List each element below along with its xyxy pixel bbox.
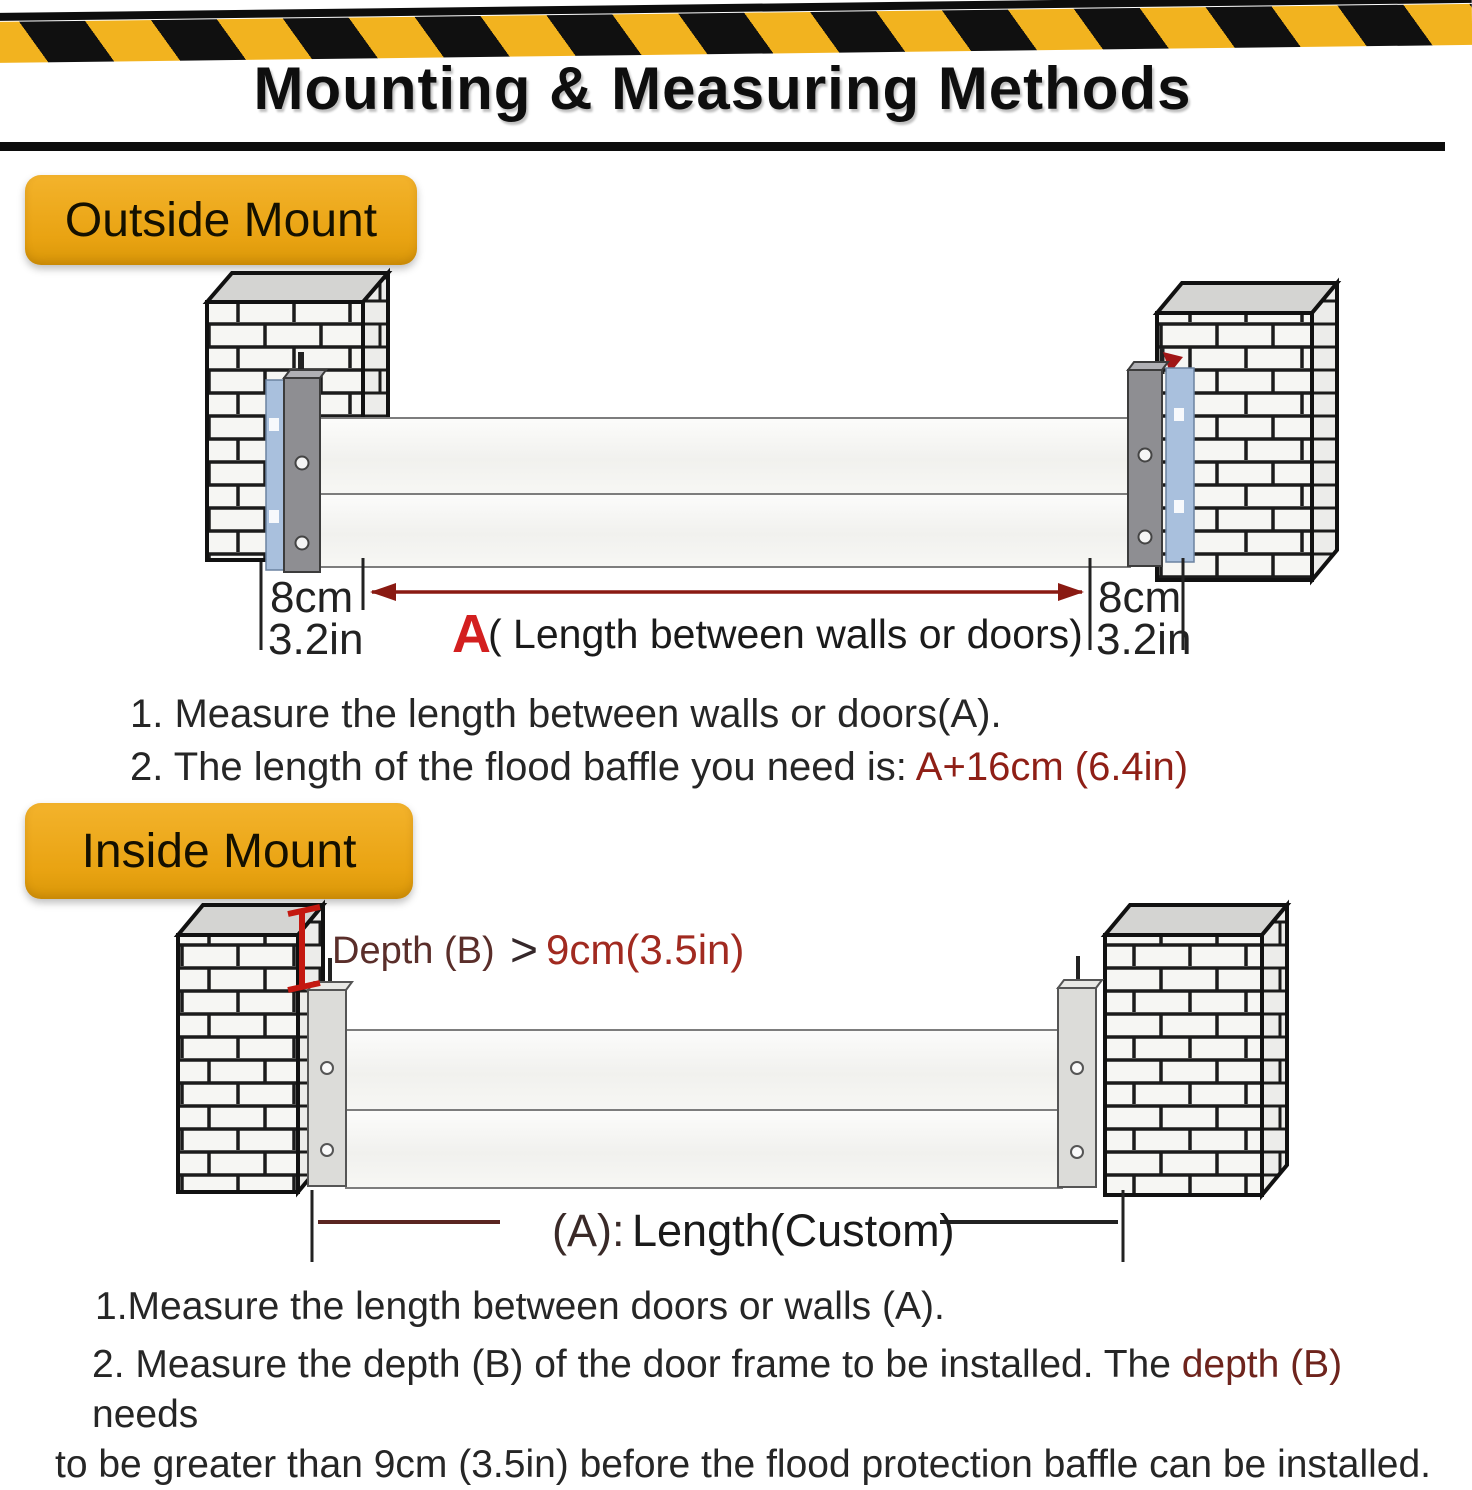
- outside-step-2: 2. The length of the flood baffle you need is: A+16cm (6.4in): [130, 745, 1189, 789]
- right-offset-cm: 8cm: [1098, 573, 1182, 622]
- left-offset-in: 3.2in: [268, 615, 364, 664]
- outside-dimension-annotations: [261, 558, 1191, 664]
- depth-gt-sign: >: [510, 924, 539, 977]
- outside-step-1: 1. Measure the length between walls or doors(A).: [130, 692, 1002, 736]
- inside-a-caption: Length(Custom): [632, 1205, 955, 1256]
- left-offset-cm: 8cm: [270, 573, 354, 622]
- outside-step-2-highlight: A+16cm (6.4in): [915, 745, 1189, 789]
- depth-annotation: [332, 924, 744, 977]
- inside-mount-diagram: [0, 895, 1445, 1273]
- inside-mount-steps: [0, 1282, 1445, 1490]
- outside-mount-diagram: [0, 255, 1445, 667]
- inside-mount-badge-label: Inside Mount: [81, 824, 357, 878]
- inside-step-2-highlight: depth (B): [1181, 1343, 1343, 1386]
- inside-step-2-continued: to be greater than 9cm (3.5in) before the flood protection baffle can be installed.: [55, 1443, 1431, 1486]
- right-inside-channel: [1058, 956, 1102, 1187]
- left-inside-channel: [308, 958, 352, 1186]
- inside-step-2: 2. Measure the depth (B) of the door frame to be installed. The depth (B) needs: [92, 1343, 1343, 1436]
- right-offset-in: 3.2in: [1096, 615, 1192, 664]
- left-mounting-channel: [266, 352, 326, 572]
- outside-mount-badge-label: Outside Mount: [64, 193, 378, 247]
- length-a-label: A: [452, 604, 491, 664]
- right-mounting-channel: [1128, 348, 1194, 566]
- outside-mount-badge: [25, 175, 417, 265]
- title-divider: [0, 142, 1445, 151]
- outside-mount-steps: [130, 688, 1430, 794]
- inside-a-label: (A):: [552, 1205, 625, 1256]
- flood-barrier-panels-inside: [346, 1030, 1062, 1188]
- flood-barrier-panels: [320, 418, 1130, 567]
- inside-dimension-annotations: [312, 1190, 1123, 1262]
- inside-mount-badge: [25, 803, 413, 899]
- right-door-pillar: [1105, 905, 1287, 1195]
- depth-value: 9cm(3.5in): [546, 926, 745, 973]
- page-title: Mounting & Measuring Methods: [253, 55, 1192, 122]
- inside-step-1: 1.Measure the length between doors or walls (A).: [95, 1285, 945, 1328]
- depth-label: Depth (B): [332, 930, 495, 972]
- length-a-caption: ( Length between walls or doors): [488, 611, 1083, 657]
